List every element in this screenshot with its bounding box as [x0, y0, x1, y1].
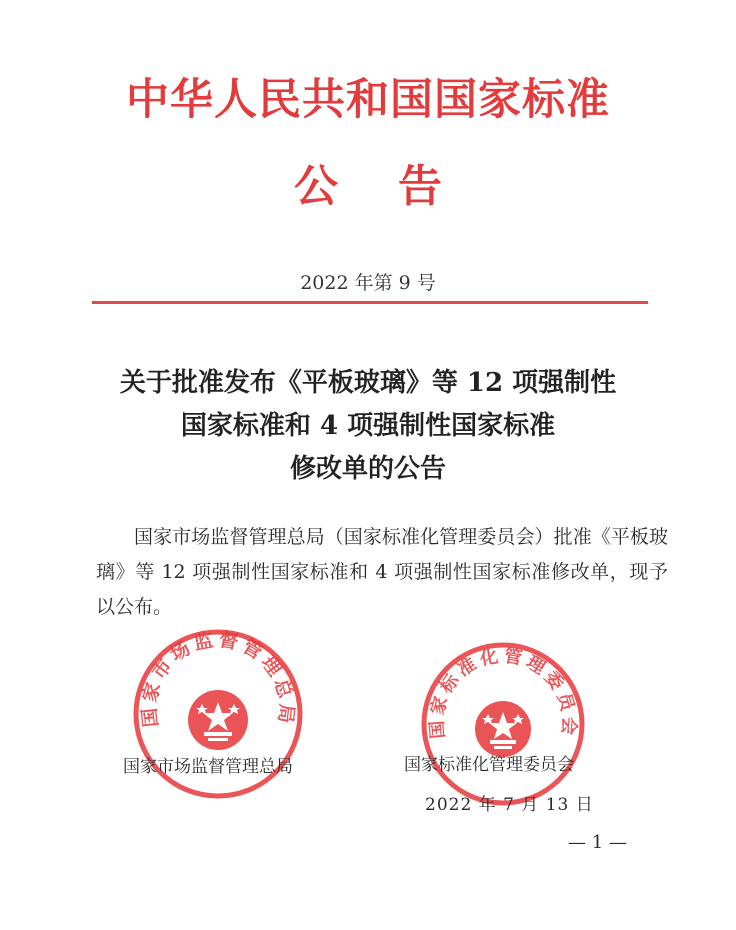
- document-title-line-2: 国家标准和 4 项强制性国家标准: [180, 411, 556, 441]
- svg-text:国家标准化管理委员会: 国家标准化管理委员会: [426, 645, 580, 740]
- document-title-line-3: 修改单的公告: [289, 454, 446, 484]
- document-number: 2022 年第 9 号: [300, 272, 436, 294]
- header-subtitle: 公告: [294, 161, 502, 212]
- signature-date: 2022 年 7 月 13 日: [425, 795, 594, 815]
- page-number: — 1 —: [568, 832, 627, 853]
- header-title: 中华人民共和国国家标准: [126, 75, 610, 125]
- national-emblem-icon: [475, 701, 531, 757]
- svg-text:国家市场监督管理总局: 国家市场监督管理总局: [138, 628, 298, 729]
- signature-org-samr: 国家市场监督管理总局: [123, 757, 293, 777]
- red-divider: [92, 301, 648, 304]
- body-paragraph: 国家市场监督管理总局（国家标准化管理委员会）批准《平板玻璃》等 12 项强制性国家标准和 4 项强制性国家标准修改单，现予以公布。: [96, 526, 668, 618]
- signature-org-sac: 国家标准化管理委员会: [404, 755, 574, 775]
- document-title-line-1: 关于批准发布《平板玻璃》等 12 项强制性: [119, 368, 617, 398]
- document-title: [0, 362, 736, 491]
- national-emblem-icon: [188, 690, 248, 750]
- seal-sac-stamp: [420, 641, 586, 807]
